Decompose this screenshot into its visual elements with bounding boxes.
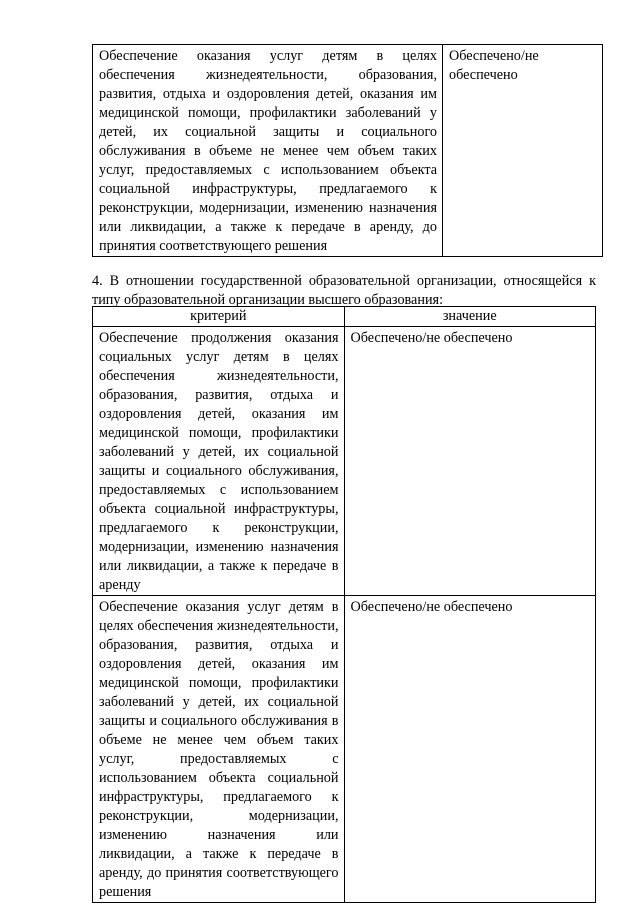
criteria-table-higher-education (92, 306, 596, 903)
table-row (93, 596, 596, 903)
table-header-row (93, 307, 596, 327)
section-heading-4: 4. В отношении государственной образовательной организации, относящейся к типу образовательной организации высшего образования: (92, 273, 596, 309)
value-cell: Обеспечено/не обеспечено (344, 596, 596, 903)
column-header-criterion: критерий (93, 307, 345, 327)
value-cell: Обеспечено/не обеспечено (344, 327, 596, 596)
criteria-table-continued (92, 44, 603, 257)
column-header-value: значение (344, 307, 596, 327)
table-row (93, 45, 603, 257)
table-row (93, 327, 596, 596)
criterion-cell: Обеспечение оказания услуг детям в целях обеспечения жизнедеятельности, образования, развития, отдыха и оздоровления детей, оказания им медицинской помощи, профилактики заболеваний у детей, их социальной защиты и социального обслуживания в объеме не менее чем объем таких услуг, предоставляемых с использованием объекта социальной инфраструктуры, предлагаемого к реконструкции, модернизации, изменению назначения или ликвидации, а также к передаче в аренду, до принятия соответствующего решения (93, 45, 443, 257)
value-cell: Обеспечено/не обеспечено (443, 45, 603, 257)
criterion-cell: Обеспечение оказания услуг детям в целях обеспечения жизнедеятельности, образования, развития, отдыха и оздоровления детей, оказания им медицинской помощи, профилактики заболеваний у детей, их социальной защиты и социального обслуживания в объеме не менее чем объем таких услуг, предоставляемых с использованием объекта социальной инфраструктуры, предлагаемого к реконструкции, модернизации, изменению назначения или ликвидации, а также к передаче в аренду, до принятия соответствующего решения (93, 596, 345, 903)
criterion-cell: Обеспечение продолжения оказания социальных услуг детям в целях обеспечения жизнедеятельности, образования, развития, отдыха и оздоровления детей, оказания им медицинской помощи, профилактики заболеваний у детей, их социальной защиты и социального обслуживания, предоставляемых с использованием объекта социальной инфраструктуры, предлагаемого к реконструкции, модернизации, изменению назначения или ликвидации, а также к передаче в аренду (93, 327, 345, 596)
